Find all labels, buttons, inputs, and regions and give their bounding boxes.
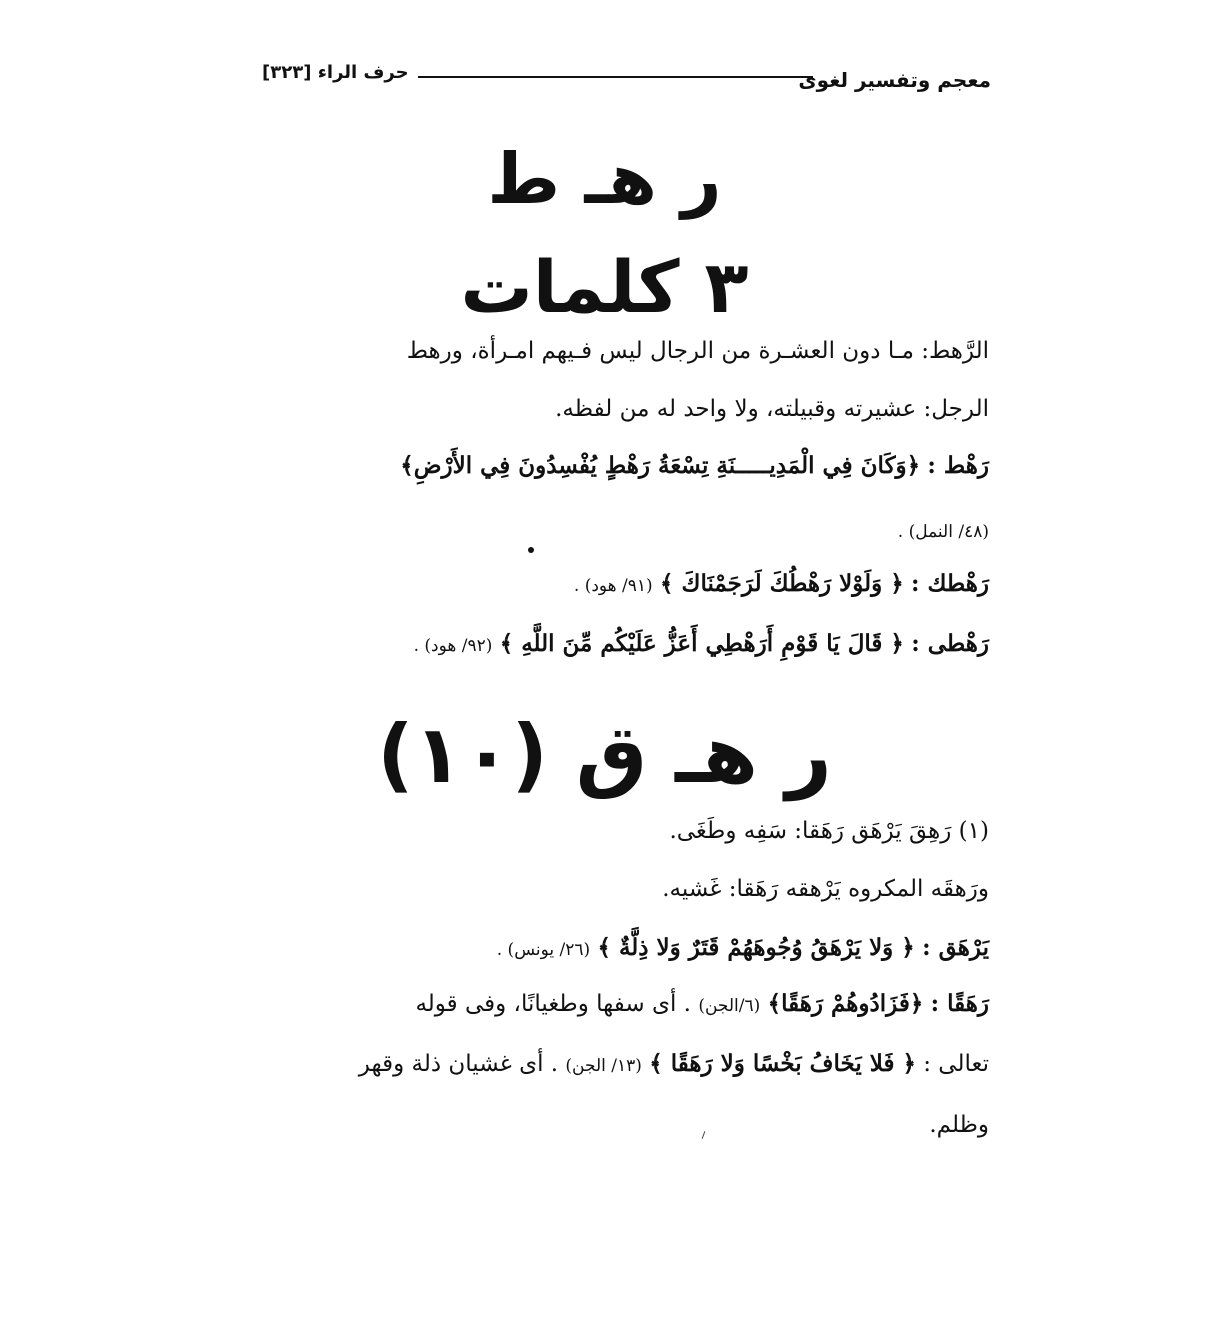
entry-word: رَهْط : [927, 452, 989, 479]
entry-line [414, 630, 989, 657]
verse-reference: (٢٦/ يونس) . [496, 940, 591, 960]
entry-line [359, 1050, 989, 1077]
word-count-heading: ٣ كلمات [460, 245, 749, 329]
stray-mark [702, 1131, 706, 1139]
stray-dot [528, 547, 534, 553]
gloss-text: . أى سفها وطغيانًا، وفى قوله [415, 991, 691, 1017]
running-header-section: حرف الراء [٣٢٣] [262, 62, 409, 83]
quran-verse: ﴿ قَالَ يَا قَوْمِ أَرَهْطِي أَعَزُّ عَلَيْكُم مِّنَ اللَّهِ ﴾ [499, 630, 904, 657]
definition-line: الرجل: عشيرته وقبيلته، ولا واحد له من لفظه. [555, 396, 989, 422]
entry-line [400, 452, 989, 479]
gloss-text: . أى غشيان ذلة وقهر [358, 1051, 559, 1077]
running-header-title: معجم وتفسير لغوى [798, 68, 991, 92]
quran-verse: ﴿ وَلا يَرْهَقُ وُجُوهَهُمْ قَتَرٌ وَلا ذِلَّةٌ ﴾ [597, 934, 915, 961]
entry-word: رَهَقًا : [930, 990, 989, 1017]
root-heading-rht: ر هـ ط [487, 138, 722, 220]
lead-word: تعالى : [923, 1051, 989, 1077]
quran-verse: ﴿فَزَادُوهُمْ رَهَقًا﴾ [767, 990, 924, 1017]
entry-line [415, 990, 989, 1017]
entry-line [574, 570, 989, 597]
verse-reference: (٩١/ هود) . [573, 576, 653, 596]
verse-reference: (٩٢/ هود) . [413, 636, 493, 656]
definition-line: الرَّهط: مـا دون العشـرة من الرجال ليس فـيهم امـرأة، ورهط [406, 338, 989, 364]
quran-verse: ﴿وَكَانَ فِي الْمَدِيـــــنَةِ تِسْعَةُ رَهْطٍ يُفْسِدُونَ فِي الأَرْضِ﴾ [400, 452, 921, 479]
definition-line: (١) رَهِقَ يَرْهَق رَهَقا: سَفِه وطَغَى. [669, 818, 989, 844]
verse-reference: (٦/الجن) [698, 996, 761, 1016]
entry-word: رَهْطى : [911, 630, 989, 657]
verse-reference: (٤٨/ النمل) . [897, 522, 989, 542]
verse-reference: (١٣/ الجن) [565, 1056, 642, 1076]
root-heading-rhq: ر هـ ق (١٠) [377, 708, 832, 801]
quran-verse: ﴿ وَلَوْلا رَهْطُكَ لَرَجَمْنَاكَ ﴾ [660, 570, 904, 597]
entry-line [497, 934, 989, 961]
definition-line: وظلم. [929, 1112, 989, 1138]
entry-word: رَهْطك : [911, 570, 989, 597]
quran-verse: ﴿ فَلا يَخَافُ بَخْسًا وَلا رَهَقًا ﴾ [649, 1050, 916, 1077]
entry-word: يَرْهَق : [922, 934, 989, 961]
header-rule [418, 76, 813, 78]
definition-line: ورَهقَه المكروه يَرْهقه رَهَقا: غَشيه. [662, 876, 989, 902]
